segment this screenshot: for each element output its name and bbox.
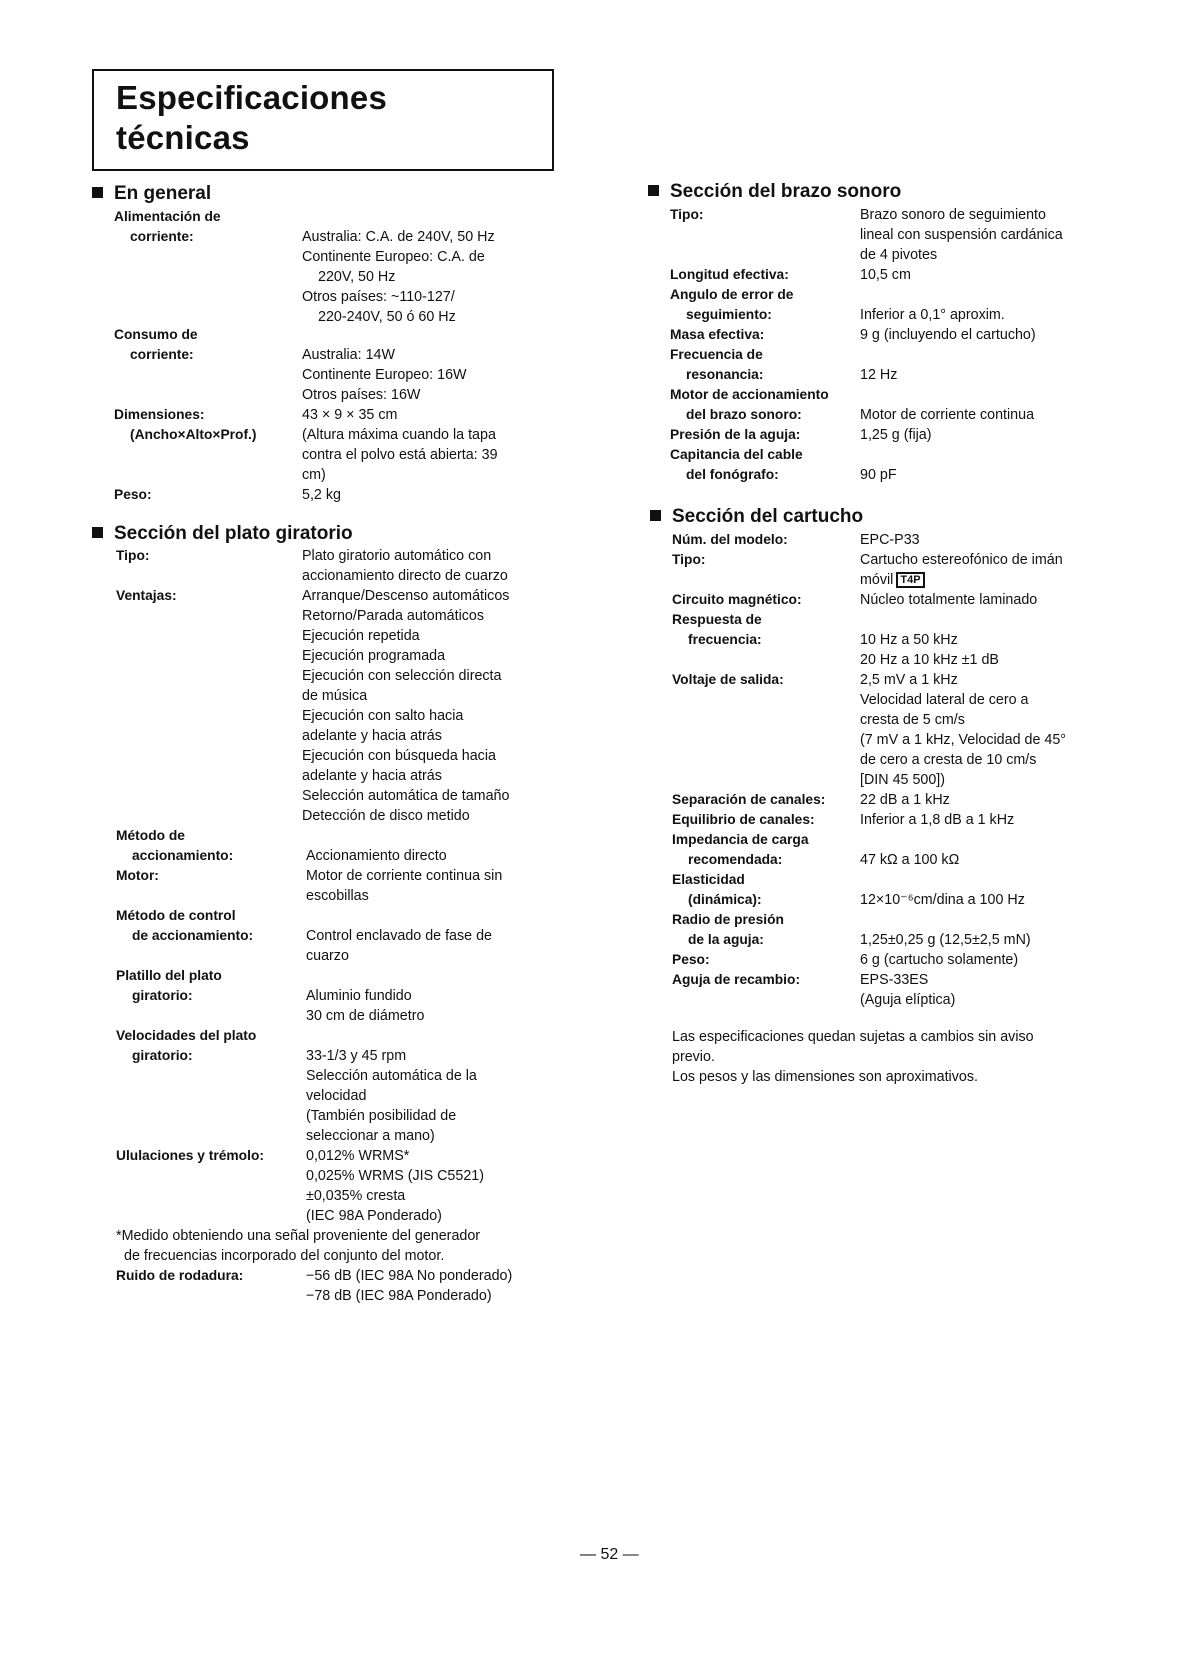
spec-row-drive-control: Método de control de accionamiento: Control enclavado de fase de cuarzo (116, 908, 492, 964)
spec-row-drive-method: Método de accionamiento: Accionamiento directo (116, 828, 447, 864)
spec-row-arm-motor: Motor de accionamiento del brazo sonoro: Motor de corriente continua (670, 387, 1035, 423)
footnote: *Medido obteniendo una señal proveniente del generador de frecuencias incorporado del conjunto del motor. (116, 1228, 481, 1264)
cartridge-spec-list (672, 530, 1112, 1010)
spec-row-motor: Motor: Motor de corriente continua sin escobillas (116, 868, 503, 904)
spec-row-load-impedance: Impedancia de carga recomendada: 47 kΩ a 100 kΩ (672, 832, 960, 868)
bullet-square-icon (648, 185, 659, 196)
tonearm-spec-list (670, 205, 1110, 485)
spec-row-resonance: Frecuencia de resonancia: 12 Hz (670, 347, 898, 383)
spec-row-wow-flutter: Ululaciones y trémolo: 0,012% WRMS* 0,025% WRMS (JIS C5521) ±0,035% cresta (IEC 98A Ponderado) (116, 1148, 484, 1224)
spec-row-cartridge-type: Tipo: Cartucho estereofónico de imán móvil T4P (672, 552, 1063, 588)
spec-row-compliance: Elasticidad (dinámica): 12×10⁻⁶cm/dina a 100 Hz (672, 872, 1025, 908)
bullet-square-icon (92, 187, 103, 198)
section-heading-tonearm: Sección del brazo sonoro (648, 181, 901, 203)
spec-row-effective-length: Longitud efectiva: 10,5 cm (670, 267, 911, 283)
spec-row-cartridge-weight: Peso: 6 g (cartucho solamente) (672, 952, 1019, 968)
section-heading-turntable: Sección del plato giratorio (92, 523, 353, 545)
specification-notes: Las especificaciones quedan sujetas a cambios sin aviso previo. Los pesos y las dimensiones son aproximativos. (672, 1029, 1034, 1085)
spec-row-power-supply: Alimentación de corriente: Australia: C.A. de 240V, 50 Hz Continente Europeo: C.A. de 220V, 50 Hz Otros países: ~110-127/ 220-240V, 50 ó 60 Hz (114, 209, 495, 325)
spec-row-replacement-stylus: Aguja de recambio: EPS-33ES (Aguja elíptica) (672, 972, 956, 1008)
page-title-line-2: técnicas (116, 119, 250, 156)
spec-row-channel-separation: Separación de canales: 22 dB a 1 kHz (672, 792, 950, 808)
spec-row-type: Tipo: Plato giratorio automático con accionamiento directo de cuarzo (116, 548, 508, 584)
turntable-spec-list (116, 546, 576, 1306)
bullet-square-icon (92, 527, 103, 538)
spec-row-frequency-response: Respuesta de frecuencia: 10 Hz a 50 kHz 20 Hz a 10 kHz ±1 dB (672, 612, 999, 668)
spec-row-arm-type: Tipo: Brazo sonoro de seguimiento lineal con suspensión cardánica de 4 pivotes (670, 207, 1063, 263)
t4p-logo-icon: T4P (896, 572, 924, 588)
spec-row-speeds: Velocidades del plato giratorio: 33-1/3 y 45 rpm Selección automática de la velocidad (También posibilidad de seleccionar a mano) (116, 1028, 477, 1144)
spec-row-features: Ventajas: Arranque/Descenso automáticos Retorno/Parada automáticos Ejecución repetida Ejecución programada Ejecución con selección directa de música Ejecución con salto hacia adelante y hacia atrás Ejecución con búsqueda hacia adelante y hacia atrás Selección automática de tamaño Detección de disco metido (116, 588, 510, 824)
title-box (92, 69, 554, 171)
spec-row-cable-capacitance: Capitancia del cable del fonógrafo: 90 pF (670, 447, 897, 483)
spec-row-weight: Peso: 5,2 kg (114, 487, 341, 503)
page-number: — 52 — (580, 1546, 639, 1563)
spec-row-power-consumption: Consumo de corriente: Australia: 14W Continente Europeo: 16W Otros países: 16W (114, 327, 467, 403)
section-heading-cartridge: Sección del cartucho (650, 506, 863, 528)
general-spec-list (114, 207, 574, 505)
spec-row-channel-balance: Equilibrio de canales: Inferior a 1,8 dB a 1 kHz (672, 812, 1015, 828)
spec-row-effective-mass: Masa efectiva: 9 g (incluyendo el cartucho) (670, 327, 1036, 343)
bullet-square-icon (650, 510, 661, 521)
spec-row-stylus-pressure: Presión de la aguja: 1,25 g (fija) (670, 427, 932, 443)
spec-row-rumble: Ruido de rodadura: −56 dB (IEC 98A No ponderado) −78 dB (IEC 98A Ponderado) (116, 1268, 513, 1304)
spec-row-model-number: Núm. del modelo: EPC-P33 (672, 532, 920, 548)
spec-row-magnetic-circuit: Circuito magnético: Núcleo totalmente laminado (672, 592, 1038, 608)
section-heading-general: En general (92, 183, 211, 205)
page-title-line-1: Especificaciones (116, 79, 388, 116)
spec-row-output-voltage: Voltaje de salida: 2,5 mV a 1 kHz Velocidad lateral de cero a cresta de 5 cm/s (7 mV a 1 kHz, Velocidad de 45° de cero a cresta de 10 cm/s [DIN 45 500]) (672, 672, 1066, 788)
spec-row-stylus-radius: Radio de presión de la aguja: 1,25±0,25 g (12,5±2,5 mN) (672, 912, 1031, 948)
spec-row-platter: Platillo del plato giratorio: Aluminio fundido 30 cm de diámetro (116, 968, 425, 1024)
spec-row-dimensions: Dimensiones: (Ancho×Alto×Prof.) 43 × 9 × 35 cm (Altura máxima cuando la tapa contra el polvo está abierta: 39 cm) (114, 407, 498, 483)
spec-row-tracking-error: Angulo de error de seguimiento: Inferior a 0,1° aproxim. (670, 287, 1005, 323)
